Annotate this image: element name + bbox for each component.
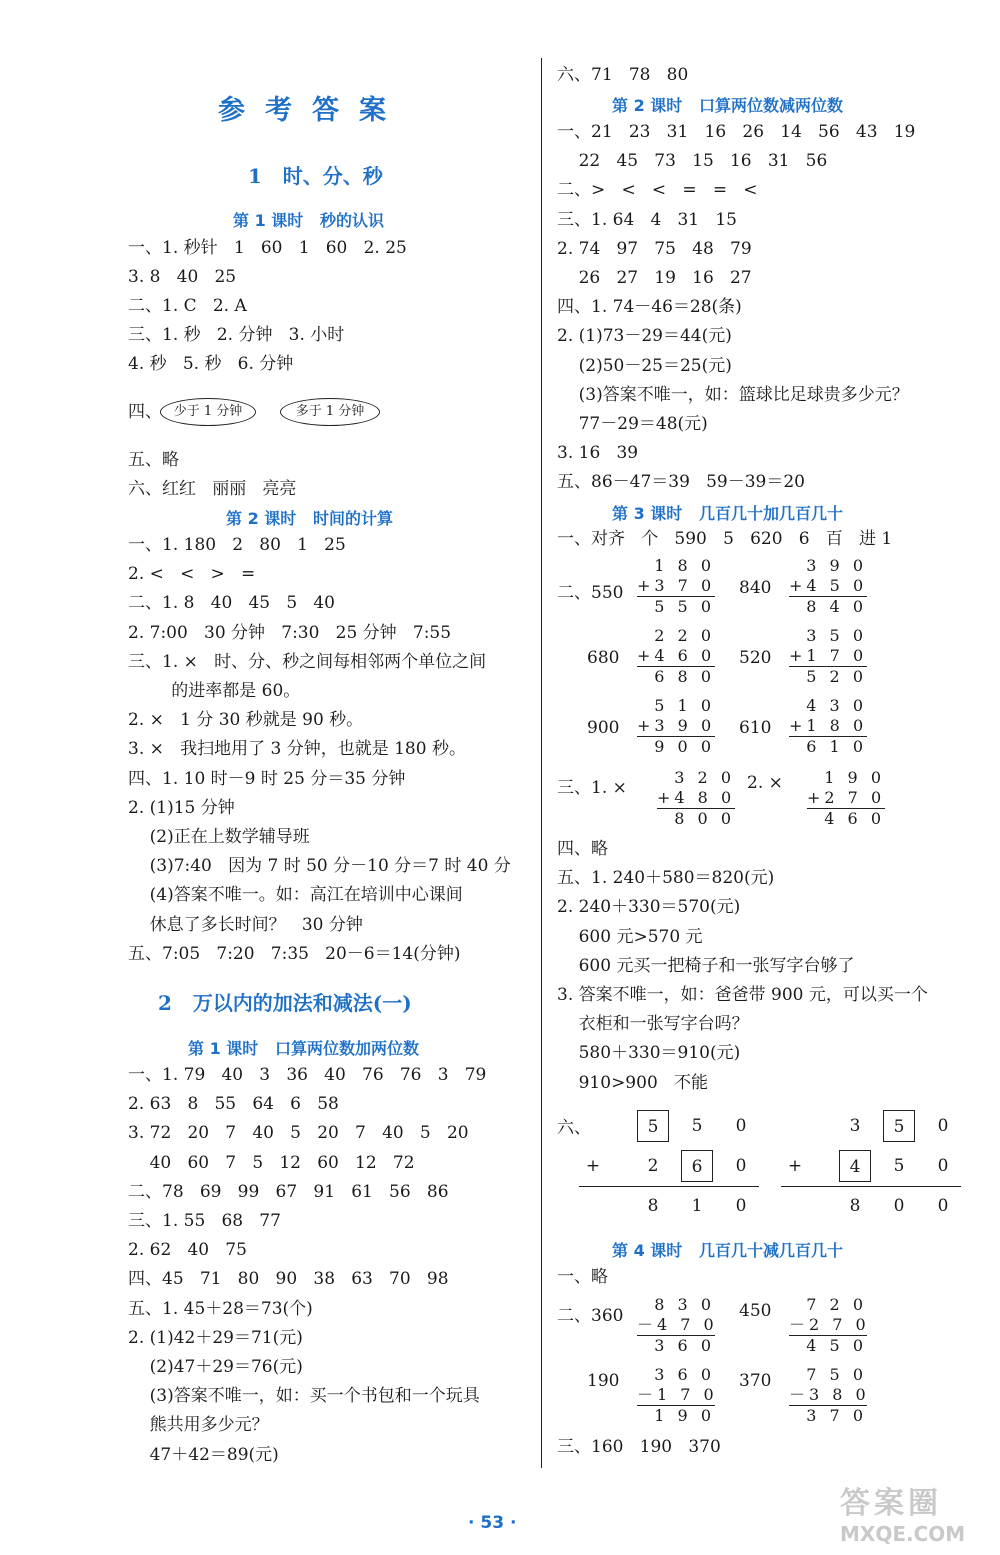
answer-line: 四、45 71 80 90 38 63 70 98 [128,1269,449,1290]
vertical-calculation [807,768,885,829]
answer-line: 一、对齐 个 590 5 620 6 百 进 1 [557,529,893,549]
result: 3 7 0 [806,1406,867,1425]
answer-line: 910>900 不能 [557,1072,708,1093]
chapter-heading: 1 时、分、秒 [248,164,383,188]
operand: +1 7 0 [789,646,868,665]
result: 8 0 0 [674,809,735,828]
answer-line: 3. 答案不唯一，如：爸爸带 900 元，可以买一个 [557,985,928,1005]
answer-line: 五、1. 45＋28＝73(个) [128,1298,313,1319]
lesson-heading: 第 2 课时 时间的计算 [226,509,393,528]
answer-line: 五、略 [128,450,179,470]
answer-box: 6 [681,1150,713,1182]
lesson-heading: 第 4 课时 几百几十减几百几十 [612,1241,843,1260]
operand: +4 5 0 [789,576,868,595]
vertical-calculation [789,1295,870,1356]
digit-cell: 3 [849,1116,861,1136]
answer-line: 580＋330＝910(元) [557,1043,741,1064]
vertical-calculation [637,556,715,617]
result: 8 4 0 [806,597,867,616]
operand: －3 8 0 [789,1385,870,1404]
answer-line: 4. 秒 5. 秒 6. 分钟 [128,354,294,374]
answer-line: 3. 8 40 25 [128,267,237,287]
vertical-calculation [789,1365,870,1426]
addend: 2 2 0 [654,626,715,645]
answer-line: 五、7:05 7:20 7:35 20－6＝14(分钟) [128,943,461,964]
result: 4 5 0 [806,1336,867,1355]
answer-label: 900 [587,718,620,738]
digit-cell: 0 [735,1116,747,1136]
operand: +3 7 0 [637,576,716,595]
answer-line: 五、86－47＝39 59－39＝20 [557,472,806,493]
watermark-line2: MXQE.COM [840,1522,966,1546]
addend: 3 9 0 [806,556,867,575]
answer-line: (3)答案不唯一，如：买一个书包和一个玩具 [128,1386,480,1407]
answer-line: 22 45 73 15 16 31 56 [557,151,828,172]
digit-cell: 2 [647,1156,659,1176]
answer-box: 5 [637,1110,669,1142]
answer-line: (4)答案不唯一。如：高江在培训中心课间 [128,885,463,906]
answer-label: 840 [739,578,772,598]
result: 5 2 0 [806,667,867,686]
operand: +4 6 0 [637,646,716,665]
result: 5 5 0 [654,597,715,616]
addend: 1 9 0 [824,768,885,787]
lesson-heading: 第 3 课时 几百几十加几百几十 [612,504,843,523]
addend: 3 6 0 [654,1365,715,1384]
answer-label: 二、360 [557,1306,624,1326]
vertical-calculation [789,696,867,757]
answer-line: 2. (1)15 分钟 [128,797,235,818]
addend: 3 2 0 [674,768,735,787]
answer-oval: 多于 1 分钟 [280,398,380,426]
answer-line: 三、1. × 时、分、秒之间每相邻两个单位之间 [128,651,487,672]
answer-line: 二、> < < = = < [557,180,758,201]
answer-line: 77－29＝48(元) [557,414,708,434]
answer-line: 六、红红 丽丽 亮亮 [128,479,297,499]
digit-cell: 8 [647,1196,659,1216]
digit-cell: 0 [937,1116,949,1136]
sum-rule [579,1186,759,1187]
answer-line: (2)47＋29＝76(元) [128,1357,303,1377]
answer-line: (3)答案不唯一，如：篮球比足球贵多少元？ [557,384,909,405]
answer-line: 三、1. 64 4 31 15 [557,209,737,230]
answer-line: 26 27 19 16 27 [557,268,752,288]
answer-line: 二、1. 8 40 45 5 40 [128,593,335,614]
answer-label: 520 [739,648,772,668]
answer-line: 2. 62 40 75 [128,1240,247,1261]
watermark-line1: 答案圈 [840,1486,942,1521]
addend: 7 2 0 [806,1295,867,1314]
addend: 8 3 0 [654,1295,715,1314]
lesson-heading: 第 1 课时 秒的认识 [233,211,384,230]
answer-line: 40 60 7 5 12 60 12 72 [128,1152,415,1173]
answer-line: 2. 63 8 55 64 6 58 [128,1094,339,1115]
vertical-calculation [789,556,867,617]
digit-cell: 0 [893,1196,905,1216]
answer-line: 一、21 23 31 16 26 14 56 43 19 [557,122,916,142]
answer-label: 370 [739,1371,772,1391]
digit-cell: 0 [735,1196,747,1216]
addend: 3 5 0 [806,626,867,645]
answer-line: 六、71 78 80 [557,65,689,85]
answer-label: 680 [587,648,620,668]
answer-line: 2. × 1 分 30 秒就是 90 秒。 [128,710,364,731]
answer-line: 一、1. 秒针 1 60 1 60 2. 25 [128,238,407,258]
operand: －1 7 0 [637,1385,718,1404]
answer-label: 190 [587,1371,620,1391]
chapter-heading: 2 万以内的加法和减法(一) [158,991,412,1015]
operand: +3 9 0 [637,716,716,735]
answer-line: 一、略 [557,1267,608,1287]
vertical-calculation [657,768,735,829]
answer-line: 3. × 我扫地用了 3 分钟，也就是 180 秒。 [128,739,466,760]
answer-line: 600 元>570 元 [557,926,703,947]
answer-label: 450 [739,1301,772,1321]
result: 6 1 0 [806,737,867,756]
answer-label: 2. × [747,773,783,793]
vertical-calculation [637,626,715,687]
answer-line: 2. < < > = [128,564,256,585]
vertical-calculation [637,1295,718,1356]
answer-line: 四、1. 74－46＝28(条) [557,297,742,318]
answer-line: 二、78 69 99 67 91 61 56 86 [128,1181,449,1202]
answer-line: 衣柜和一张写字台吗？ [557,1014,749,1035]
answer-line: (3)7:40 因为 7 时 50 分－10 分＝7 时 40 分 [128,856,511,877]
addend: 1 8 0 [654,556,715,575]
answer-label: 六、 [557,1118,591,1138]
operand: +2 7 0 [807,788,886,807]
answer-label: 610 [739,718,772,738]
answer-line: 的进率都是 60。 [128,681,301,701]
answer-line: 四、1. 10 时－9 时 25 分＝35 分钟 [128,768,406,789]
digit-cell: 0 [937,1196,949,1216]
answer-line: (2)50－25＝25(元) [557,355,732,376]
operand: +1 8 0 [789,716,868,735]
addend: 5 1 0 [654,696,715,715]
page-number: · 53 · [468,1513,517,1533]
answer-line: 2. (1)73－29＝44(元) [557,326,732,347]
answer-line: 休息了多长时间？ 30 分钟 [128,914,363,935]
answer-box: 4 [839,1150,871,1182]
vertical-calculation [637,1365,718,1426]
answer-line: 2. 240＋330＝570(元) [557,897,741,918]
digit-cell: 5 [691,1116,703,1136]
answer-oval: 少于 1 分钟 [160,398,256,426]
answer-line: 四、略 [557,839,608,859]
answer-line: (2)正在上数学辅导班 [128,827,310,847]
answer-line: 三、160 190 370 [557,1437,721,1457]
result: 1 9 0 [654,1406,715,1425]
watermark-logo [840,1478,980,1548]
answer-box: 5 [883,1110,915,1142]
page-title: 参考答案 [218,95,406,126]
digit-cell: 1 [691,1196,703,1216]
lesson-heading: 第 2 课时 口算两位数减两位数 [612,96,843,115]
answer-line: 三、1. 秒 2. 分钟 3. 小时 [128,325,345,345]
answer-line: 一、1. 180 2 80 1 25 [128,535,346,555]
lesson-heading: 第 1 课时 口算两位数加两位数 [188,1039,419,1058]
result: 6 8 0 [654,667,715,686]
plus-sign: + [585,1156,601,1176]
digit-cell: 0 [735,1156,747,1176]
addend: 7 5 0 [806,1365,867,1384]
vertical-calculation [637,696,715,757]
operand: +4 8 0 [657,788,736,807]
digit-cell: 8 [849,1196,861,1216]
sum-rule [781,1186,961,1187]
answer-line: 47＋42＝89(元) [128,1444,279,1465]
answer-line: 2. 7:00 30 分钟 7:30 25 分钟 7:55 [128,622,452,643]
answer-label: 三、1. × [557,778,627,798]
answer-label: 四、 [128,402,162,422]
answer-line: 五、1. 240＋580＝820(元) [557,868,775,889]
plus-sign: + [787,1156,803,1176]
digit-cell: 0 [937,1156,949,1176]
result: 4 6 0 [824,809,885,828]
answer-line: 2. 74 97 75 48 79 [557,238,752,259]
answer-line: 一、1. 79 40 3 36 40 76 76 3 79 [128,1065,487,1085]
answer-line: 600 元买一把椅子和一张写字台够了 [557,955,855,976]
answer-line: 三、1. 55 68 77 [128,1211,281,1231]
answer-line: 3. 16 39 [557,443,639,464]
answer-line: 3. 72 20 7 40 5 20 7 40 5 20 [128,1123,469,1144]
column-divider [541,58,542,1468]
digit-cell: 5 [893,1156,905,1176]
result: 3 6 0 [654,1336,715,1355]
vertical-calculation [789,626,867,687]
result: 9 0 0 [654,737,715,756]
answer-line: 二、1. C 2. A [128,296,247,316]
answer-line: 2. (1)42＋29＝71(元) [128,1327,303,1348]
operand: －4 7 0 [637,1315,718,1334]
answer-label: 二、550 [557,583,624,603]
addend: 4 3 0 [806,696,867,715]
operand: －2 7 0 [789,1315,870,1334]
answer-line: 熊共用多少元？ [128,1415,269,1436]
